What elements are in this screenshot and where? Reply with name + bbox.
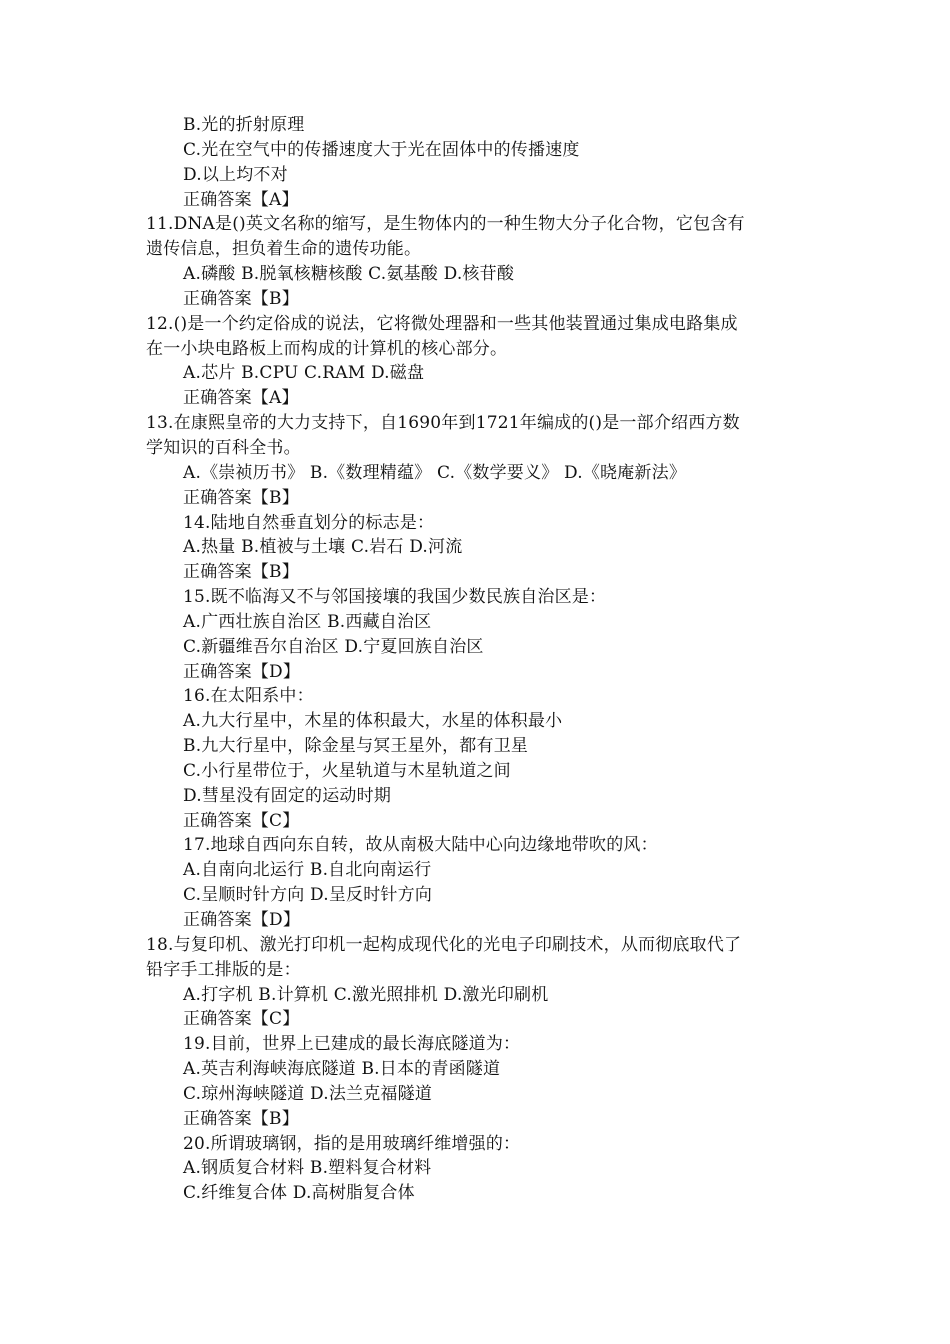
answer-options: C.新疆维吾尔自治区 D.宁夏回族自治区 <box>183 636 484 657</box>
correct-answer: 正确答案【A】 <box>183 388 299 409</box>
answer-options: A.自南向北运行 B.自北向南运行 <box>183 860 432 881</box>
question-text: 11.DNA是()英文名称的缩写，是生物体内的一种生物大分子化合物，它包含有 <box>146 214 745 235</box>
correct-answer: 正确答案【C】 <box>183 1009 300 1030</box>
question-text: 20.所谓玻璃钢，指的是用玻璃纤维增强的： <box>183 1133 521 1154</box>
question-continuation: 在一小块电路板上而构成的计算机的核心部分。 <box>146 338 508 359</box>
question-text: 14.陆地自然垂直划分的标志是： <box>183 512 435 533</box>
answer-options: C.呈顺时针方向 D.呈反时针方向 <box>183 885 433 906</box>
answer-options: C.光在空气中的传播速度大于光在固体中的传播速度 <box>183 139 580 160</box>
answer-options: C.琼州海峡隧道 D.法兰克福隧道 <box>183 1083 433 1104</box>
answer-options: A.英吉利海峡海底隧道 B.日本的青函隧道 <box>183 1059 501 1080</box>
answer-options: A.九大行星中，木星的体积最大，水星的体积最小 <box>183 711 563 732</box>
question-text: 15.既不临海又不与邻国接壤的我国少数民族自治区是： <box>183 587 607 608</box>
correct-answer: 正确答案【B】 <box>183 1108 299 1129</box>
answer-options: A.热量 B.植被与土壤 C.岩石 D.河流 <box>183 537 463 558</box>
question-text: 12.()是一个约定俗成的说法，它将微处理器和一些其他装置通过集成电路集成 <box>146 313 738 334</box>
correct-answer: 正确答案【B】 <box>183 562 299 583</box>
answer-options: A.《崇祯历书》 B.《数理精蕴》 C.《数学要义》 D.《晓庵新法》 <box>183 462 687 483</box>
answer-options: A.芯片 B.CPU C.RAM D.磁盘 <box>183 363 425 384</box>
answer-options: D.彗星没有固定的运动时期 <box>183 785 392 806</box>
question-continuation: 学知识的百科全书。 <box>146 437 301 458</box>
answer-options: A.磷酸 B.脱氧核糖核酸 C.氨基酸 D.核苷酸 <box>183 264 515 285</box>
question-text: 17.地球自西向东自转，故从南极大陆中心向边缘地带吹的风： <box>183 835 658 856</box>
correct-answer: 正确答案【B】 <box>183 487 299 508</box>
answer-options: C.小行星带位于，火星轨道与木星轨道之间 <box>183 760 511 781</box>
answer-options: C.纤维复合体 D.高树脂复合体 <box>183 1183 415 1204</box>
answer-options: A.广西壮族自治区 B.西藏自治区 <box>183 611 432 632</box>
question-text: 19.目前，世界上已建成的最长海底隧道为： <box>183 1034 521 1055</box>
question-text: 18.与复印机、激光打印机一起构成现代化的光电子印刷技术，从而彻底取代了 <box>146 934 742 955</box>
correct-answer: 正确答案【D】 <box>183 661 301 682</box>
question-continuation: 铅字手工排版的是： <box>146 959 301 980</box>
question-text: 13.在康熙皇帝的大力支持下，自1690年到1721年编成的()是一部介绍西方数 <box>146 413 740 434</box>
correct-answer: 正确答案【B】 <box>183 288 299 309</box>
answer-options: B.光的折射原理 <box>183 115 305 135</box>
question-text: 16.在太阳系中： <box>183 686 314 707</box>
answer-options: D.以上均不对 <box>183 164 288 185</box>
correct-answer: 正确答案【D】 <box>183 910 301 930</box>
correct-answer: 正确答案【A】 <box>183 189 299 210</box>
question-continuation: 遗传信息，担负着生命的遗传功能。 <box>146 239 422 260</box>
correct-answer: 正确答案【C】 <box>183 810 300 831</box>
answer-options: A.打字机 B.计算机 C.激光照排机 D.激光印刷机 <box>183 984 549 1005</box>
answer-options: A.钢质复合材料 B.塑料复合材料 <box>183 1158 432 1179</box>
answer-options: B.九大行星中，除金星与冥王星外，都有卫星 <box>183 736 529 757</box>
question-list <box>0 113 950 1206</box>
